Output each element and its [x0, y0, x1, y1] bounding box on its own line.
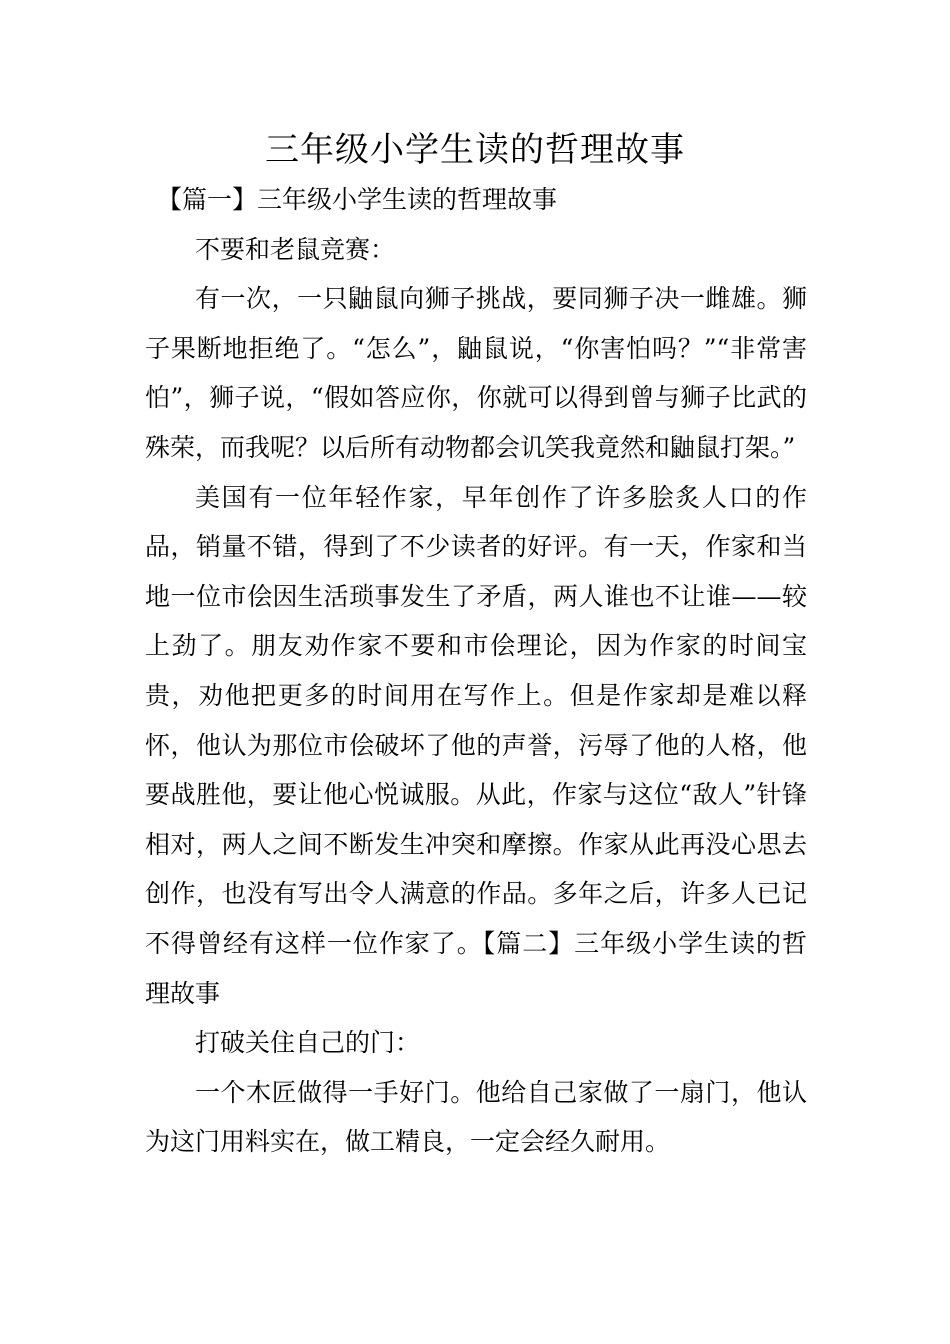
paragraph: 美国有一位年轻作家，早年创作了许多脍炙人口的作品，销量不错，得到了不少读者的好评。有一天，作家和当地一位市侩因生活琐事发生了矛盾，两人谁也不让谁——较上劲了。朋友劝作家不要和市侩理论，因为作家的时间宝贵，劝他把更多的时间用在写作上。但是作家却是难以释怀，他认为那位市侩破坏了他的声誉，污辱了他的人格，他要战胜他，要让他心悦诚服。从此，作家与这位“敌人”针锋相对，两人之间不断发生冲突和摩擦。作家从此再没心思去创作，也没有写出令人满意的作品。多年之后，许多人已记不得曾经有这样一位作家了。【篇二】三年级小学生读的哲理故事 [145, 482, 807, 1008]
paragraph: 一个木匠做得一手好门。他给自己家做了一扇门，他认为这门用料实在，做工精良，一定会经久耐用。 [145, 1077, 807, 1157]
paragraph: 有一次，一只鼬鼠向狮子挑战，要同狮子决一雌雄。狮子果断地拒绝了。“怎么”，鼬鼠说，“你害怕吗？”“非常害怕”，狮子说，“假如答应你，你就可以得到曾与狮子比武的殊荣，而我呢？以后所有动物都会讥笑我竟然和鼬鼠打架。” [145, 284, 807, 462]
document-body [145, 175, 807, 1167]
document-title: 三年级小学生读的哲理故事 [265, 130, 685, 170]
section-heading-1: 【篇一】三年级小学生读的哲理故事 [157, 185, 558, 214]
story-title-2: 打破关住自己的门： [195, 1028, 421, 1058]
story-title-1: 不要和老鼠竞赛： [195, 234, 396, 264]
